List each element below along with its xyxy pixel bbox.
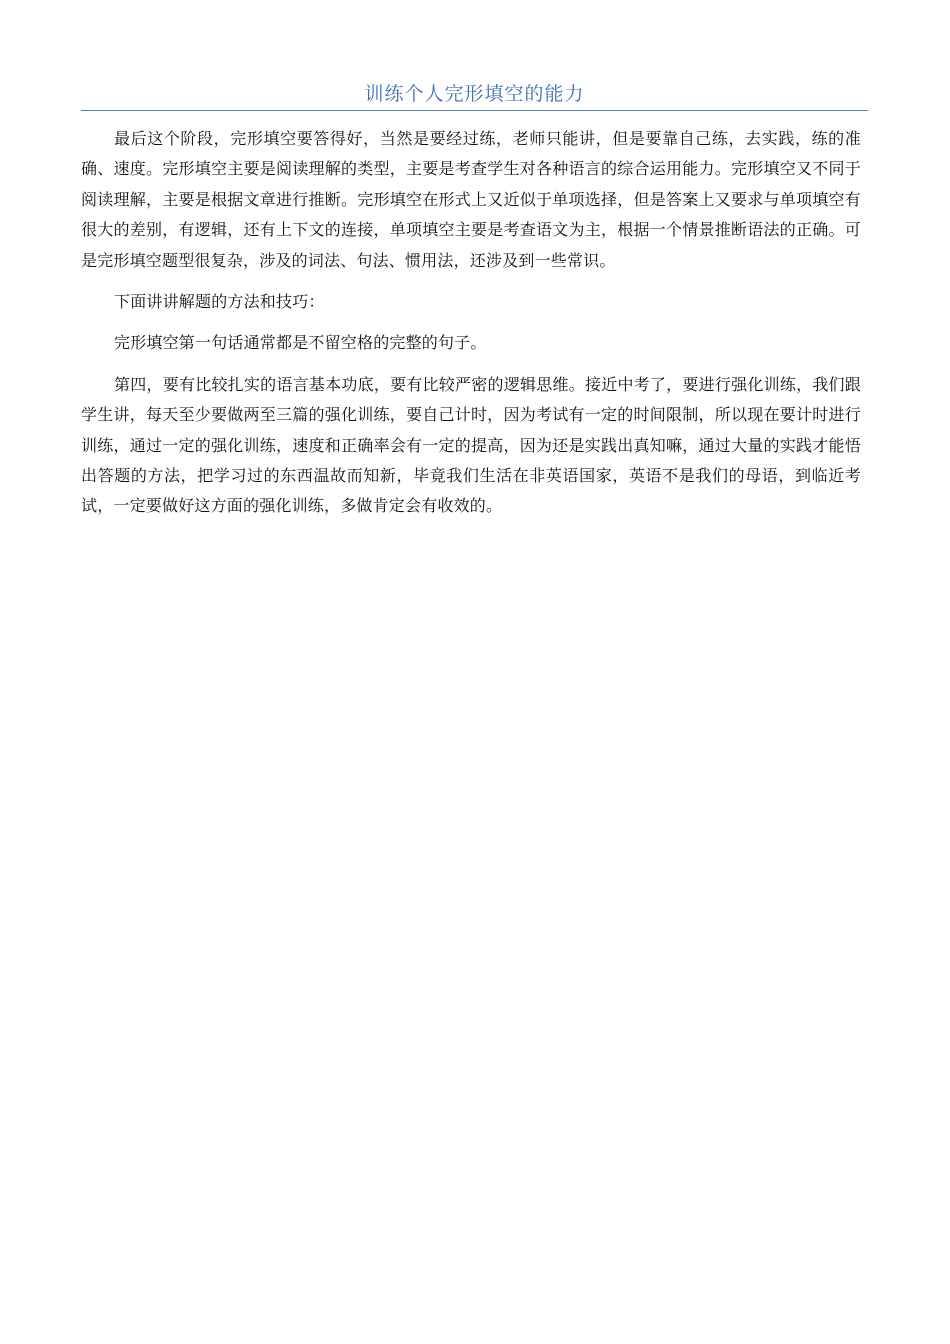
document-title: 训练个人完形填空的能力 — [364, 83, 585, 105]
paragraph-first-sentence-tip: 完形填空第一句话通常都是不留空格的完整的句子。 — [114, 333, 487, 353]
paragraph-methods-heading: 下面讲讲解题的方法和技巧： — [114, 292, 325, 312]
document-header — [81, 80, 868, 111]
paragraph-fourth-point: 第四，要有比较扎实的语言基本功底，要有比较严密的逻辑思维。接近中考了，要进行强化训练，我们跟学生讲，每天至少要做两至三篇的强化训练，要自己计时，因为考试有一定的时间限制，所以现在要计时进行训练，通过一定的强化训练，速度和正确率会有一定的提高，因为还是实践出真知嘛，通过大量的实践才能悟出答题的方法，把学习过的东西温故而知新，毕竟我们生活在非英语国家，英语不是我们的母语，到临近考试，一定要做好这方面的强化训练，多做肯定会有收效的。 — [81, 374, 861, 516]
document-body — [81, 124, 861, 533]
paragraph-intro: 最后这个阶段，完形填空要答得好，当然是要经过练，老师只能讲，但是要靠自己练，去实践，练的准确、速度。完形填空主要是阅读理解的类型，主要是考查学生对各种语言的综合运用能力。完形填空又不同于阅读理解，主要是根据文章进行推断。完形填空在形式上又近似于单项选择，但是答案上又要求与单项填空有很大的差别，有逻辑，还有上下文的连接，单项填空主要是考查语文为主，根据一个情景推断语法的正确。可是完形填空题型很复杂，涉及的词法、句法、惯用法，还涉及到一些常识。 — [81, 129, 861, 270]
